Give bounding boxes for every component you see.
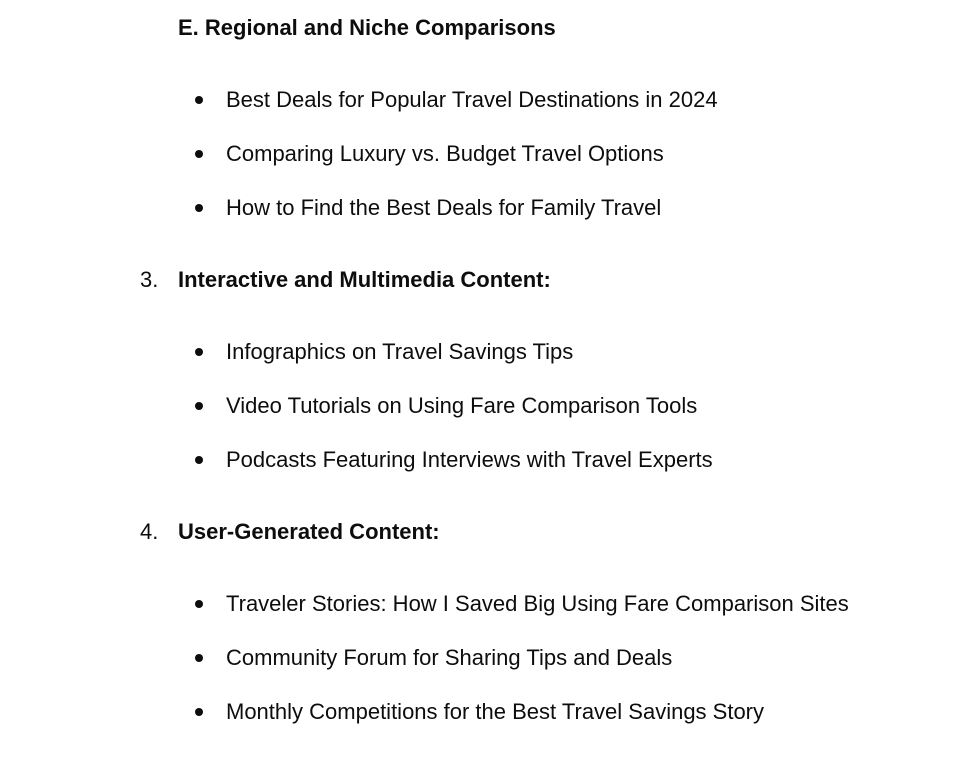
list-item-text: Infographics on Travel Savings Tips [226,339,574,364]
list-item-text: Traveler Stories: How I Saved Big Using Fare Comparison Sites [226,591,849,616]
list-item-text: Video Tutorials on Using Fare Comparison Tools [226,393,698,418]
section-number: 4. [140,519,159,544]
list-item-text: Community Forum for Sharing Tips and Deals [226,645,673,670]
list-item [0,86,960,114]
list-item [0,590,960,618]
bullet-icon [195,600,203,608]
list-item [0,644,960,672]
bullet-icon [195,402,203,410]
list-item-text: Comparing Luxury vs. Budget Travel Options [226,141,664,166]
section-title: Interactive and Multimedia Content: [178,267,551,292]
list-item-text: How to Find the Best Deals for Family Travel [226,195,662,220]
bullet-icon [195,708,203,716]
list-item [0,338,960,366]
list-item [0,140,960,168]
list-item [0,392,960,420]
list-item-text: Monthly Competitions for the Best Travel Savings Story [226,699,765,724]
list-item-text: Podcasts Featuring Interviews with Travel Experts [226,447,713,472]
section-3-heading [140,266,551,294]
bullet-icon [195,654,203,662]
bullet-icon [195,150,203,158]
list-item [0,698,960,726]
bullet-icon [195,348,203,356]
list-item-text: Best Deals for Popular Travel Destinations in 2024 [226,87,718,112]
section-e-heading: E. Regional and Niche Comparisons [178,15,556,40]
list-item [0,194,960,222]
section-number: 3. [140,267,159,292]
list-item [0,446,960,474]
bullet-icon [195,96,203,104]
section-title: User-Generated Content: [178,519,440,544]
bullet-icon [195,456,203,464]
section-4-heading [140,518,440,546]
bullet-icon [195,204,203,212]
